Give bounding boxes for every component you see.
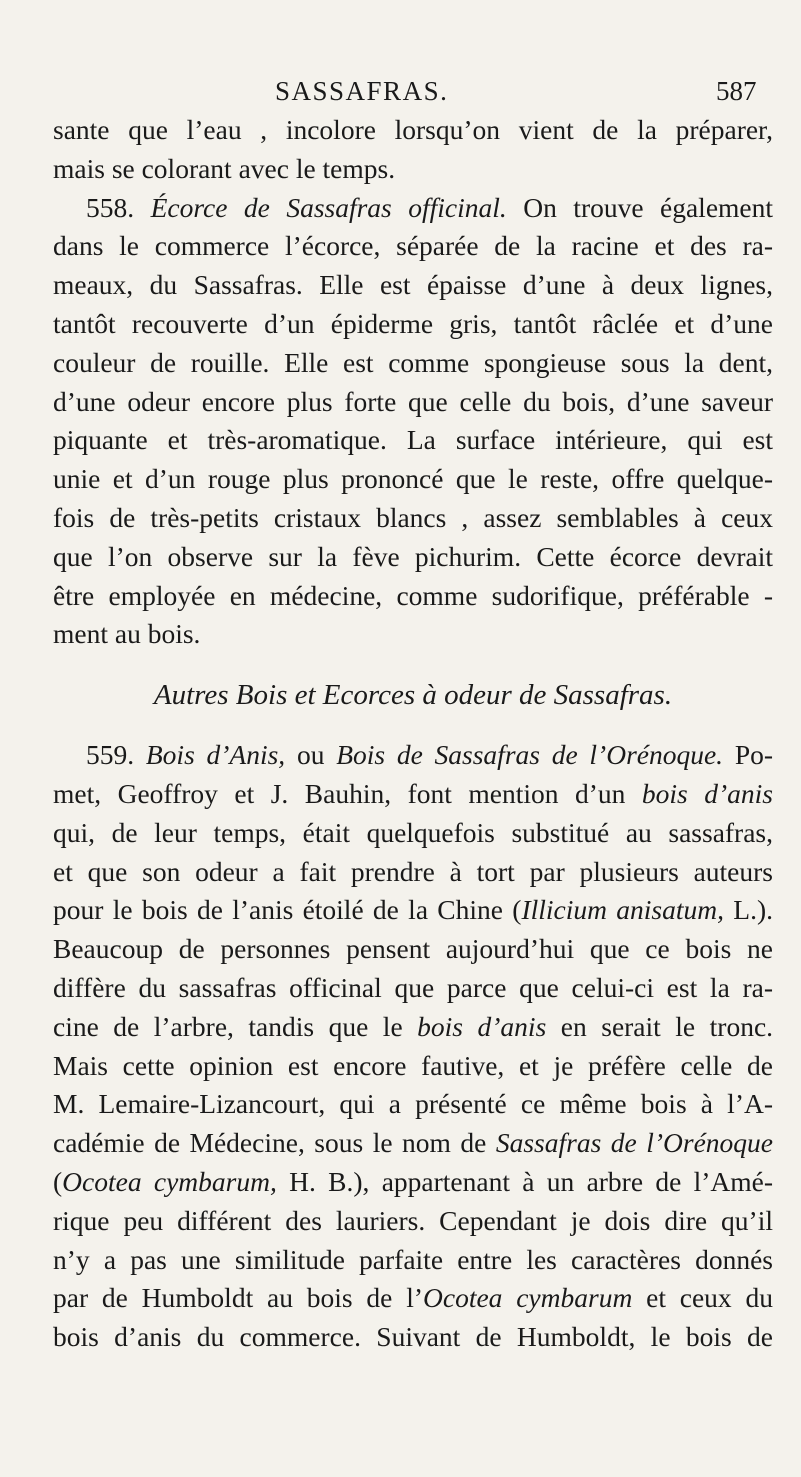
italic-term: Sassafras de l’Orénoque — [495, 1127, 773, 1159]
article-title: Écorce de Sassafras officinal. — [150, 191, 507, 223]
running-title: SASSAFRAS. — [275, 76, 449, 106]
text-segment: cadémie de Médecine, sous le nom de — [53, 1127, 487, 1159]
text-line: ment au bois. — [53, 618, 201, 650]
text-line — [53, 189, 773, 228]
text-segment: en serait le tronc. — [560, 1010, 774, 1042]
text-segment: Po- — [734, 739, 774, 771]
text-segment: ( — [53, 1165, 63, 1197]
text-line — [53, 1163, 773, 1202]
paragraph-559 — [53, 736, 773, 1357]
article-number: 559. — [86, 739, 135, 771]
paragraph-continuation — [53, 111, 773, 189]
text-line: Beaucoup de personnes pensent aujourd’hui que ce bois ne — [53, 933, 773, 965]
section-heading: Autres Bois et Ecorces à odeur de Sassafras. — [153, 679, 673, 712]
text-line: piquante et très-aromatique. La surface intérieure, qui est — [53, 424, 773, 456]
text-line: M. Lemaire-Lizancourt, qui a présenté ce même bois à l’A- — [53, 1088, 773, 1120]
italic-term: bois d’anis — [417, 1010, 547, 1042]
text-line — [53, 891, 773, 930]
text-line: meaux, du Sassafras. Elle est épaisse d’une à deux lignes, — [53, 269, 773, 301]
text-segment: L.). — [723, 894, 773, 926]
text-line: couleur de rouille. Elle est comme spongieuse sous la dent, — [53, 346, 773, 378]
text-line: dans le commerce l’écorce, séparée de la racine et des ra- — [53, 230, 773, 262]
text-line: que l’on observe sur la fève pichurim. Cette écorce devrait — [53, 540, 773, 572]
text-segment: ou — [296, 739, 325, 771]
text-line: qui, de leur temps, était quelquefois substitué au sassafras, — [53, 816, 773, 848]
text-segment: pour le bois de l’anis étoilé de la Chine ( — [53, 894, 522, 926]
text-line: tantôt recouverte d’un épiderme gris, tantôt râclée et d’une — [53, 307, 773, 339]
page-number: 587 — [716, 76, 757, 106]
text-line: fois de très-petits cristaux blancs , assez semblables à ceux — [53, 501, 773, 533]
article-number: 558. — [86, 191, 135, 223]
text-segment: H. B.), appartenant à un arbre de l’Amé- — [276, 1165, 774, 1197]
text-segment: On trouve également — [523, 191, 774, 223]
page-body — [53, 111, 773, 1357]
text-line — [53, 775, 773, 814]
text-segment: et ceux du — [632, 1282, 773, 1314]
text-line — [53, 1124, 773, 1163]
text-line: mais se colorant avec le temps. — [53, 152, 396, 184]
page-header — [0, 76, 801, 110]
text-segment: met, Geoffroy et J. Bauhin, font mention d’un — [53, 777, 626, 809]
text-segment: par de Humboldt au bois de l’ — [53, 1282, 423, 1314]
text-line — [53, 1279, 773, 1318]
text-line: être employée en médecine, comme sudorifique, préférable - — [53, 579, 773, 611]
text-segment: cine de l’arbre, tandis que le — [53, 1010, 403, 1042]
paragraph-558 — [53, 189, 773, 655]
text-line: unie et d’un rouge plus prononcé que le reste, offre quelque- — [53, 463, 773, 495]
article-title: Bois d’Anis, — [145, 739, 286, 771]
italic-term: Ocotea cymbarum, — [62, 1165, 277, 1197]
italic-term: Illicium anisatum, — [521, 894, 724, 926]
text-line: diffère du sassafras officinal que parce que celui-ci est la ra- — [53, 971, 773, 1003]
italic-term: Ocotea cymbarum — [423, 1282, 633, 1314]
text-line: d’une odeur encore plus forte que celle du bois, d’une saveur — [53, 385, 773, 417]
article-title: Bois de Sassafras de l’Orénoque. — [336, 739, 724, 771]
text-line: et que son odeur a fait prendre à tort par plusieurs auteurs — [53, 855, 773, 887]
text-line: rique peu différent des lauriers. Cependant je dois dire qu’il — [53, 1204, 773, 1236]
italic-term: bois d’anis — [641, 777, 774, 809]
text-line: sante que l’eau , incolore lorsqu’on vient de la préparer, — [53, 114, 773, 145]
text-line: n’y a pas une similitude parfaite entre les caractères donnés — [53, 1243, 773, 1275]
text-line: Mais cette opinion est encore fautive, et je préfère celle de — [53, 1049, 773, 1081]
text-line — [53, 736, 773, 775]
text-line — [53, 1008, 773, 1047]
text-line: bois d’anis du commerce. Suivant de Humboldt, le bois de — [53, 1321, 773, 1353]
